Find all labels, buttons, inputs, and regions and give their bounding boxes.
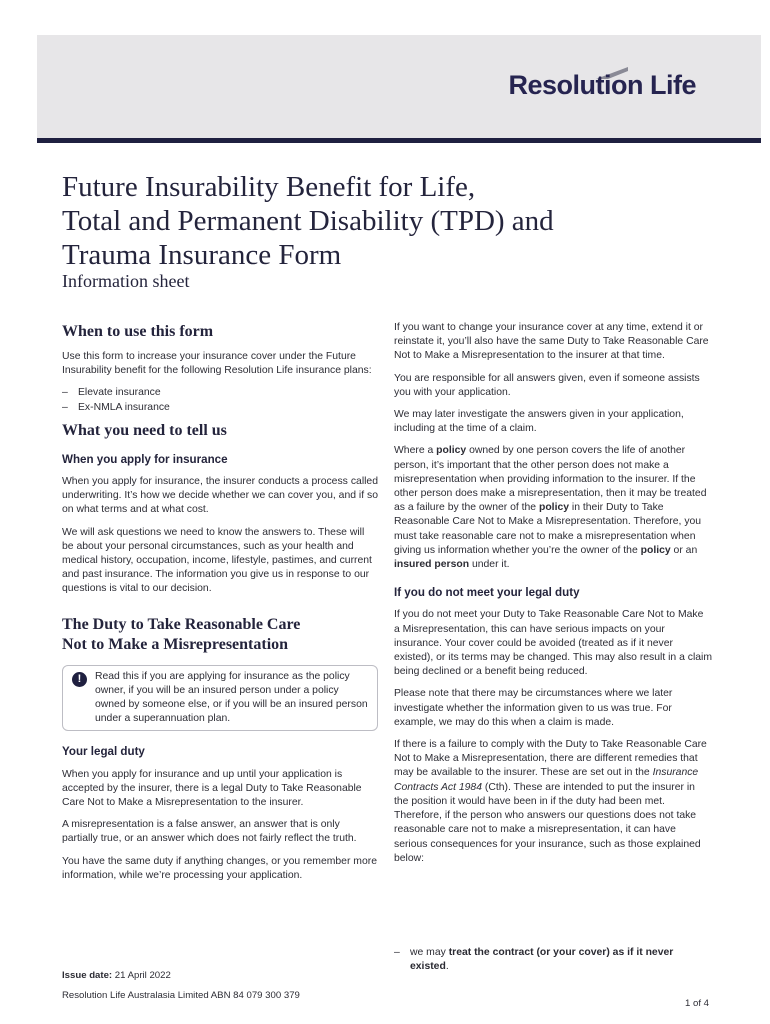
right-column	[394, 321, 712, 874]
plan-item: – Ex-NMLA insurance	[62, 401, 378, 415]
header-rule	[37, 138, 761, 143]
right-paragraph-6: Please note that there may be circumstances where we later investigate whether the information given to us was true. For example, we may do this when a claim is made.	[394, 688, 673, 728]
right-paragraph-5: If you do not meet your Duty to Take Reasonable Care Not to Make a Misrepresentation, this can have serious impacts on your insurance. Your cover could be avoided (treated as if it never existed), or its terms may be changed. This may also result in a claim being declined or a benefit being reduced.	[394, 609, 712, 678]
legal-paragraph-2: A misrepresentation is a false answer, an answer that is only partially true, or an answer which does not fairly reflect the truth.	[62, 819, 357, 845]
company-line: Resolution Life Australasia Limited ABN 84 079 300 379	[62, 990, 300, 1001]
legal-paragraph-1: When you apply for insurance and up until your application is accepted by the insurer, there is a legal Duty to Take Reasonable Care Not to Make a Misrepresentation to the insurer.	[62, 768, 362, 809]
when-heading: When to use this form	[62, 323, 214, 340]
brand-logo: Resolution Life	[508, 70, 696, 100]
apply-paragraph-1: When you apply for insurance, the insurer conducts a process called underwriting. It’s how we decide whether we can cover you, and if so on what terms and at what cost.	[62, 476, 378, 516]
callout-text: Read this if you are applying for insurance as the policy owner, if you will be an insured person under a policy owned by someone else, or if you will be an insured person under a superannuation plan.	[95, 670, 368, 725]
page-number: 1 of 4	[684, 998, 709, 1009]
remedy-item: – we may treat the contract (or your cover) as if it never existed.	[394, 946, 712, 974]
apply-paragraph-2: We will ask questions we need to know the answers to. These will be about your personal circumstances, such as your health and medical history, occupation, income, lifestyle, pastimes, and current and past insurance. The information you give us in response to our questions is vital to our decision.	[62, 526, 372, 595]
right-paragraph-3: We may later investigate the answers given in your application, including at the time of a claim.	[394, 409, 684, 435]
duty-heading: The Duty to Take Reasonable Care Not to Make a Misrepresentation	[62, 615, 301, 653]
page-title: Future Insurability Benefit for Life, Total and Permanent Disability (TPD) and Trauma Insurance Form	[62, 171, 554, 271]
left-column	[62, 322, 378, 891]
plans-list	[62, 386, 378, 414]
not-meet-heading: If you do not meet your legal duty	[394, 586, 580, 600]
legal-duty-heading: Your legal duty	[62, 745, 145, 759]
when-body: Use this form to increase your insurance cover under the Future Insurability benefit for the following Resolution Life insurance plans:	[62, 351, 372, 377]
remedy-list	[394, 946, 712, 974]
page-subtitle: Information sheet	[62, 271, 190, 291]
right-paragraph-7: If there is a failure to comply with the Duty to Take Reasonable Care Not to Make a Misrepresentation, there are different remedies that may be available to the insurer. These are set out in the Insurance Contracts Act 1984 (Cth). These are intended to put the insurer in the position it would have been in if the duty had been met. Therefore, if the person who answers our questions does not take reasonable care not to make a misrepresentation, it can have serious consequences for your insurance, such as those explained below:	[394, 739, 707, 864]
legal-paragraph-3: You have the same duty if anything changes, or you remember more information, while we’re processing your application.	[62, 855, 377, 881]
right-paragraph-2: You are responsible for all answers given, even if someone assists you with your application.	[394, 372, 700, 398]
apply-heading: When you apply for insurance	[62, 452, 228, 466]
tell-heading: What you need to tell us	[62, 421, 227, 439]
issue-date: Issue date: 21 April 2022	[62, 970, 171, 981]
callout-box	[62, 665, 378, 732]
exclamation-icon: !	[72, 672, 87, 687]
right-paragraph-1: If you want to change your insurance cover at any time, extend it or reinstate it, you’ll also have the same Duty to Take Reasonable Care Not to Make a Misrepresentation to the insurer at that time.	[394, 322, 709, 362]
right-paragraph-4: Where a policy owned by one person covers the life of another person, it’s important that the other person does not make a misrepresentation when providing information to the insurer. If the other person does make a misrepresentation, then it may be treated as a failure by the owner of the policy in their Duty to Take Reasonable Care Not to Make a Misrepresentation. Therefore, you must take reasonable care not to make a misrepresentation when giving us information whether you’re the owner of the policy or an insured person under it.	[394, 445, 707, 571]
plan-item: – Elevate insurance	[62, 386, 378, 400]
